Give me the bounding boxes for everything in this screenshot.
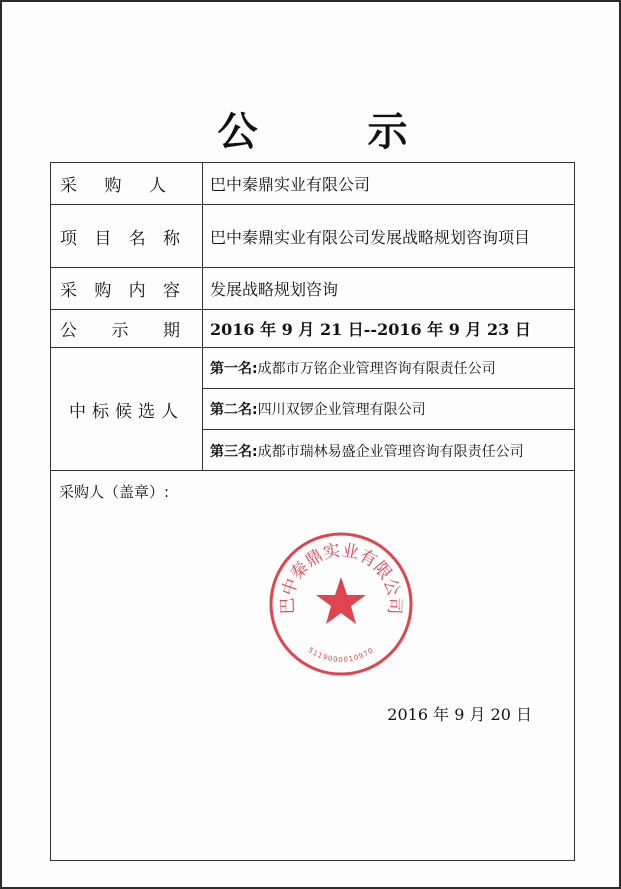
label-char: 购 [104,176,122,196]
period-value: 2016 年 9 月 21 日--2016 年 9 月 23 日 [210,320,531,339]
table-row-candidates [51,348,574,471]
candidate-item-3 [203,430,574,471]
label-char: 购 [94,281,112,301]
content-value: 发展战略规划咨询 [210,280,339,299]
label-char: 内 [128,281,146,301]
table-row-buyer [51,163,574,205]
candidate-name: 四川双锣企业管理有限公司 [257,402,426,418]
candidate-item-1 [203,348,574,389]
period-label [51,310,203,347]
candidates-label: 中标候选人 [51,348,203,470]
label-char: 项 [60,228,77,249]
candidate-item-2 [203,389,574,430]
label-char: 采 [60,176,77,196]
label-char: 采 [60,281,77,301]
candidate-list [203,348,574,470]
table-row-project-name [51,205,574,268]
table-row-period [51,310,574,348]
page-title: 公 示 [217,109,456,155]
label-char: 期 [163,321,180,341]
seal-code: 5119000010970 [306,646,376,664]
company-seal [266,529,416,679]
signature-label: 采购人（盖章）: [59,483,170,501]
seal-text: 巴中秦鼎实业有限公司 [277,540,405,615]
table-row-content [51,268,574,310]
label-char: 示 [111,321,129,341]
signature-area [51,471,574,860]
candidate-name: 成都市万铭企业管理咨询有限责任公司 [257,361,496,377]
star-icon [316,577,366,624]
buyer-value: 巴中秦鼎实业有限公司 [210,175,371,194]
announcement-table [50,162,575,861]
candidate-rank: 第一名: [210,361,258,377]
candidate-rank: 第三名: [210,443,258,460]
label-char: 公 [60,321,77,341]
candidate-rank: 第二名: [210,402,258,418]
label-char: 人 [149,176,166,196]
signature-date: 2016 年 9 月 20 日 [387,705,532,724]
candidate-name: 成都市瑞林易盛企业管理咨询有限责任公司 [257,443,524,460]
label-char: 称 [162,228,180,249]
buyer-label [51,163,203,204]
label-char: 名 [128,228,146,249]
content-label [51,268,203,309]
project-name-value: 巴中秦鼎实业有限公司发展战略规划咨询项目 [210,227,531,247]
label-char: 容 [162,281,180,301]
label-char: 目 [94,228,112,249]
project-name-label [51,205,203,267]
